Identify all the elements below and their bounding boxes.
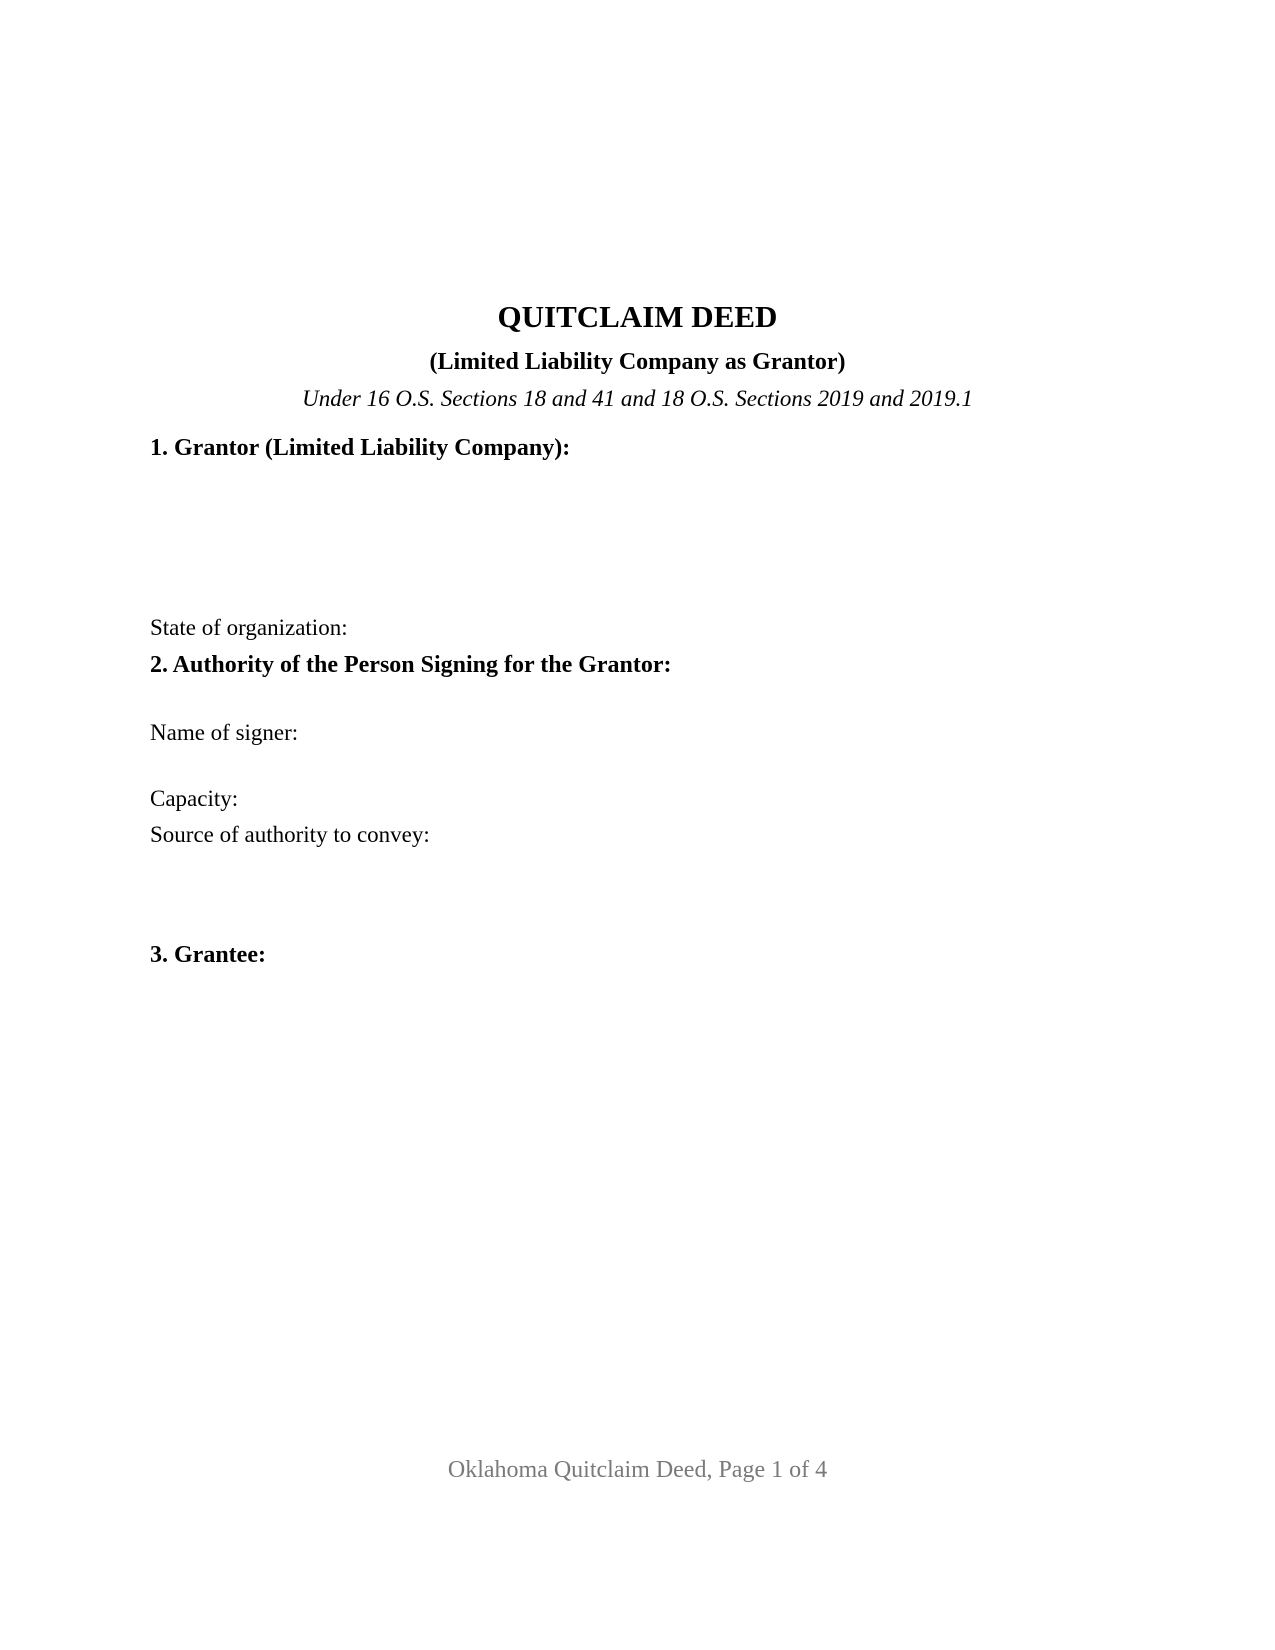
grantor-heading: 1. Grantor (Limited Liability Company):	[150, 435, 571, 461]
capacity-label: Capacity:	[150, 786, 239, 811]
authority-heading: 2. Authority of the Person Signing for the Grantor:	[150, 652, 672, 678]
state-of-organization-label: State of organization:	[150, 615, 348, 640]
statute-reference: Under 16 O.S. Sections 18 and 41 and 18 O.S. Sections 2019 and 2019.1	[302, 386, 973, 411]
document-title: QUITCLAIM DEED	[497, 299, 778, 334]
document-subtitle: (Limited Liability Company as Grantor)	[429, 349, 846, 375]
signer-name-label: Name of signer:	[150, 720, 299, 745]
authority-source-label: Source of authority to convey:	[150, 822, 430, 847]
page-footer: Oklahoma Quitclaim Deed, Page 1 of 4	[447, 1457, 828, 1483]
grantee-heading: 3. Grantee:	[150, 942, 266, 968]
